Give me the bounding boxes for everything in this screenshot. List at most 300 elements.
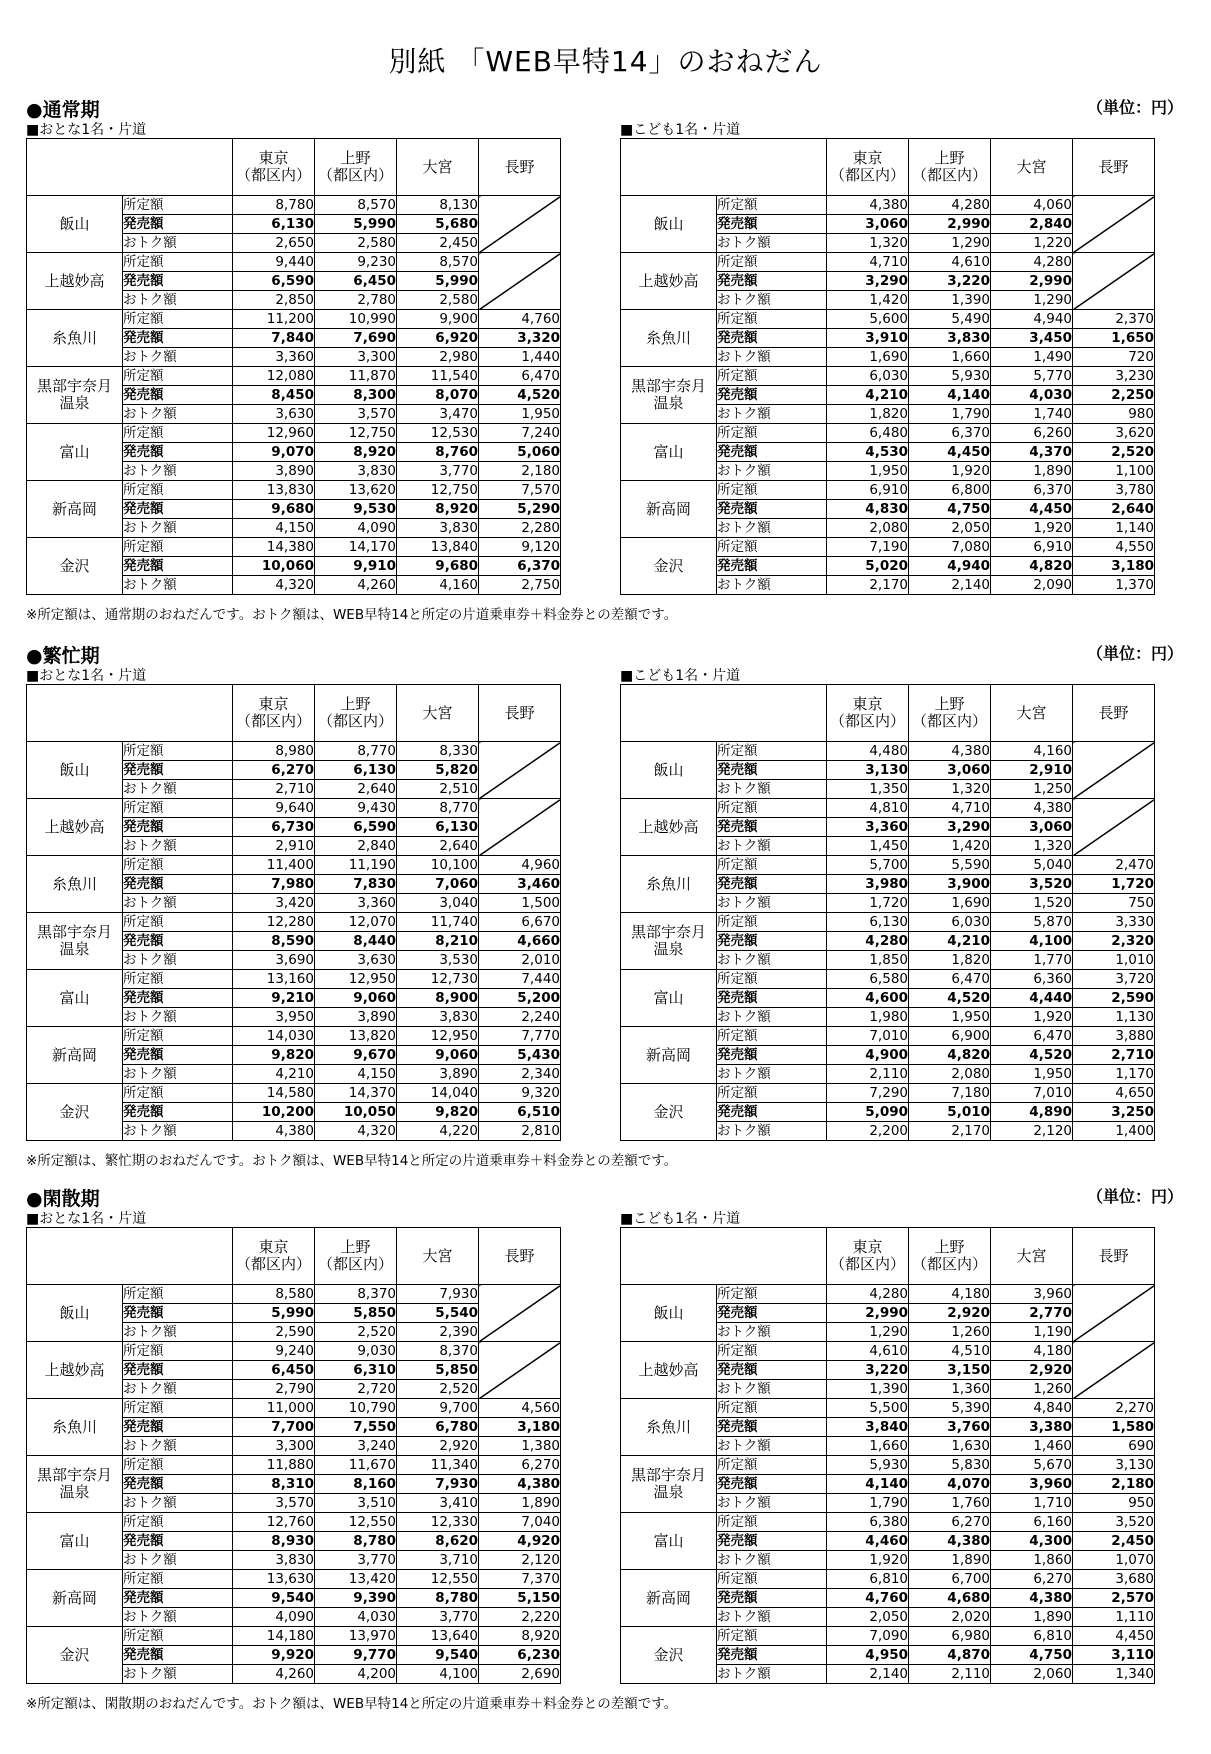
fare-cell: 1,320 bbox=[827, 234, 909, 253]
fare-cell: 1,720 bbox=[1073, 875, 1155, 894]
fare-cell: 9,900 bbox=[397, 310, 479, 329]
fare-cell: 8,900 bbox=[397, 989, 479, 1008]
fare-cell: 1,630 bbox=[909, 1437, 991, 1456]
fare-cell: 5,680 bbox=[397, 215, 479, 234]
fare-cell: 4,450 bbox=[1073, 1627, 1155, 1646]
fare-cell: 7,040 bbox=[479, 1513, 561, 1532]
fare-cell: 4,220 bbox=[397, 1122, 479, 1141]
row-label: 発売額 bbox=[717, 818, 827, 837]
fare-cell: 5,700 bbox=[827, 856, 909, 875]
not-applicable-cell bbox=[1073, 1285, 1155, 1342]
fare-cell: 4,380 bbox=[909, 1532, 991, 1551]
unit-label: （単位：円） bbox=[1086, 644, 1183, 663]
fare-cell: 4,940 bbox=[909, 557, 991, 576]
fare-cell: 4,060 bbox=[991, 196, 1073, 215]
child-subheading: ■こども1名・片道 bbox=[620, 122, 741, 138]
fare-cell: 3,300 bbox=[233, 1437, 315, 1456]
fare-cell: 4,710 bbox=[827, 253, 909, 272]
row-label: おトク額 bbox=[123, 1323, 233, 1342]
fare-cell: 6,360 bbox=[991, 970, 1073, 989]
fare-cell: 4,260 bbox=[315, 576, 397, 595]
fare-cell: 5,150 bbox=[479, 1589, 561, 1608]
fare-cell: 1,890 bbox=[909, 1551, 991, 1570]
station-name: 飯山 bbox=[621, 742, 717, 799]
fare-cell: 6,980 bbox=[909, 1627, 991, 1646]
fare-cell: 3,770 bbox=[315, 1551, 397, 1570]
fare-cell: 4,070 bbox=[909, 1475, 991, 1494]
fare-cell: 3,290 bbox=[827, 272, 909, 291]
table-row bbox=[27, 1456, 561, 1475]
table-row bbox=[621, 1570, 1155, 1589]
fare-cell: 5,600 bbox=[827, 310, 909, 329]
table-header-row bbox=[621, 139, 1155, 196]
fare-cell: 6,580 bbox=[827, 970, 909, 989]
fare-cell: 5,200 bbox=[479, 989, 561, 1008]
row-label: 所定額 bbox=[717, 1456, 827, 1475]
row-label: 発売額 bbox=[717, 1046, 827, 1065]
season-section bbox=[0, 95, 1211, 635]
row-label: おトク額 bbox=[123, 462, 233, 481]
fare-cell: 5,870 bbox=[991, 913, 1073, 932]
not-applicable-cell bbox=[1073, 742, 1155, 799]
row-label: おトク額 bbox=[717, 1065, 827, 1084]
row-label: 発売額 bbox=[717, 1418, 827, 1437]
column-header: 上野 （都区内） bbox=[315, 685, 397, 742]
fare-cell: 10,050 bbox=[315, 1103, 397, 1122]
fare-cell: 14,380 bbox=[233, 538, 315, 557]
fare-cell: 5,390 bbox=[909, 1399, 991, 1418]
fare-cell: 4,380 bbox=[991, 1589, 1073, 1608]
row-label: 所定額 bbox=[717, 856, 827, 875]
fare-cell: 9,060 bbox=[397, 1046, 479, 1065]
fare-cell: 3,880 bbox=[1073, 1027, 1155, 1046]
station-name: 金沢 bbox=[27, 538, 123, 595]
fare-cell: 2,640 bbox=[315, 780, 397, 799]
fare-cell: 1,290 bbox=[991, 291, 1073, 310]
fare-cell: 3,360 bbox=[315, 894, 397, 913]
table-row bbox=[621, 1513, 1155, 1532]
fare-cell: 1,740 bbox=[991, 405, 1073, 424]
fare-cell: 14,180 bbox=[233, 1627, 315, 1646]
fare-cell: 2,750 bbox=[479, 576, 561, 595]
column-header: 上野 （都区内） bbox=[315, 1228, 397, 1285]
fare-cell: 3,830 bbox=[397, 1008, 479, 1027]
table-row bbox=[621, 1627, 1155, 1646]
row-label: おトク額 bbox=[717, 1008, 827, 1027]
fare-cell: 7,770 bbox=[479, 1027, 561, 1046]
fare-cell: 2,580 bbox=[397, 291, 479, 310]
fare-cell: 8,330 bbox=[397, 742, 479, 761]
fare-cell: 1,420 bbox=[827, 291, 909, 310]
fare-cell: 1,100 bbox=[1073, 462, 1155, 481]
fare-cell: 3,510 bbox=[315, 1494, 397, 1513]
fare-cell: 4,830 bbox=[827, 500, 909, 519]
fare-cell: 4,380 bbox=[233, 1122, 315, 1141]
fare-cell: 1,320 bbox=[909, 780, 991, 799]
fare-cell: 8,070 bbox=[397, 386, 479, 405]
fare-cell: 9,120 bbox=[479, 538, 561, 557]
fare-cell: 1,690 bbox=[827, 348, 909, 367]
not-applicable-cell bbox=[479, 1342, 561, 1399]
column-header: 東京 （都区内） bbox=[827, 1228, 909, 1285]
row-label: 発売額 bbox=[123, 761, 233, 780]
fare-cell: 1,340 bbox=[1073, 1665, 1155, 1684]
fare-cell: 2,980 bbox=[397, 348, 479, 367]
fare-cell: 2,690 bbox=[479, 1665, 561, 1684]
fare-cell: 12,280 bbox=[233, 913, 315, 932]
table-row bbox=[621, 856, 1155, 875]
fare-cell: 1,400 bbox=[1073, 1122, 1155, 1141]
row-label: おトク額 bbox=[717, 1551, 827, 1570]
table-row bbox=[621, 1399, 1155, 1418]
fare-cell: 4,280 bbox=[991, 253, 1073, 272]
child-subheading: ■こども1名・片道 bbox=[620, 1211, 741, 1227]
row-label: 所定額 bbox=[717, 1399, 827, 1418]
fare-cell: 13,420 bbox=[315, 1570, 397, 1589]
fare-cell: 13,840 bbox=[397, 538, 479, 557]
fare-cell: 2,640 bbox=[397, 837, 479, 856]
fare-cell: 7,060 bbox=[397, 875, 479, 894]
table-row bbox=[621, 913, 1155, 932]
station-name: 新高岡 bbox=[621, 1570, 717, 1627]
row-label: 所定額 bbox=[123, 1285, 233, 1304]
fare-cell: 5,500 bbox=[827, 1399, 909, 1418]
fare-cell: 8,440 bbox=[315, 932, 397, 951]
column-header: 東京 （都区内） bbox=[233, 139, 315, 196]
table-row bbox=[621, 1027, 1155, 1046]
fare-cell: 4,210 bbox=[233, 1065, 315, 1084]
fare-cell: 3,620 bbox=[1073, 424, 1155, 443]
child-subheading: ■こども1名・片道 bbox=[620, 668, 741, 684]
fare-cell: 4,380 bbox=[827, 196, 909, 215]
section-note: ※所定額は、通常期のおねだんです。おトク額は、WEB早特14と所定の片道乗車券＋料金券との差額です。 bbox=[26, 607, 678, 623]
row-label: おトク額 bbox=[123, 519, 233, 538]
fare-cell: 1,820 bbox=[909, 951, 991, 970]
fare-cell: 4,090 bbox=[233, 1608, 315, 1627]
fare-cell: 2,170 bbox=[827, 576, 909, 595]
station-name: 上越妙高 bbox=[27, 1342, 123, 1399]
header-blank-cell bbox=[621, 1228, 827, 1285]
fare-cell: 2,780 bbox=[315, 291, 397, 310]
table-row bbox=[27, 196, 561, 215]
fare-cell: 2,080 bbox=[909, 1065, 991, 1084]
row-label: おトク額 bbox=[123, 405, 233, 424]
column-header: 東京 （都区内） bbox=[827, 685, 909, 742]
column-header: 大宮 bbox=[397, 139, 479, 196]
fare-cell: 2,520 bbox=[315, 1323, 397, 1342]
fare-cell: 4,160 bbox=[991, 742, 1073, 761]
fare-cell: 3,830 bbox=[397, 519, 479, 538]
fare-cell: 4,180 bbox=[909, 1285, 991, 1304]
fare-cell: 14,170 bbox=[315, 538, 397, 557]
fare-cell: 7,930 bbox=[397, 1475, 479, 1494]
fare-cell: 9,540 bbox=[397, 1646, 479, 1665]
row-label: 所定額 bbox=[123, 856, 233, 875]
fare-cell: 4,820 bbox=[991, 557, 1073, 576]
row-label: 所定額 bbox=[123, 913, 233, 932]
station-name: 富山 bbox=[621, 1513, 717, 1570]
fare-cell: 14,030 bbox=[233, 1027, 315, 1046]
fare-cell: 5,850 bbox=[397, 1361, 479, 1380]
column-header: 東京 （都区内） bbox=[233, 1228, 315, 1285]
row-label: おトク額 bbox=[717, 348, 827, 367]
unit-label: （単位：円） bbox=[1086, 98, 1183, 117]
fare-cell: 3,830 bbox=[909, 329, 991, 348]
row-label: 発売額 bbox=[123, 1361, 233, 1380]
fare-cell: 12,550 bbox=[397, 1570, 479, 1589]
fare-cell: 6,700 bbox=[909, 1570, 991, 1589]
fare-cell: 3,770 bbox=[397, 1608, 479, 1627]
section-note: ※所定額は、閑散期のおねだんです。おトク額は、WEB早特14と所定の片道乗車券＋料金券との差額です。 bbox=[26, 1696, 678, 1712]
fare-cell: 12,950 bbox=[315, 970, 397, 989]
fare-cell: 11,540 bbox=[397, 367, 479, 386]
fare-cell: 13,630 bbox=[233, 1570, 315, 1589]
row-label: 所定額 bbox=[123, 1399, 233, 1418]
fare-cell: 3,680 bbox=[1073, 1570, 1155, 1589]
fare-cell: 1,500 bbox=[479, 894, 561, 913]
table-row bbox=[621, 367, 1155, 386]
fare-cell: 7,370 bbox=[479, 1570, 561, 1589]
fare-cell: 2,990 bbox=[827, 1304, 909, 1323]
fare-cell: 1,380 bbox=[479, 1437, 561, 1456]
fare-cell: 1,260 bbox=[991, 1380, 1073, 1399]
fare-cell: 2,280 bbox=[479, 519, 561, 538]
fare-cell: 5,830 bbox=[909, 1456, 991, 1475]
row-label: おトク額 bbox=[717, 1437, 827, 1456]
row-label: 発売額 bbox=[717, 272, 827, 291]
fare-cell: 11,880 bbox=[233, 1456, 315, 1475]
fare-cell: 6,450 bbox=[315, 272, 397, 291]
row-label: おトク額 bbox=[123, 1494, 233, 1513]
fare-cell: 3,900 bbox=[909, 875, 991, 894]
not-applicable-cell bbox=[479, 1285, 561, 1342]
fare-cell: 4,320 bbox=[315, 1122, 397, 1141]
table-row bbox=[621, 481, 1155, 500]
fare-cell: 3,690 bbox=[233, 951, 315, 970]
fare-cell: 13,830 bbox=[233, 481, 315, 500]
row-label: 所定額 bbox=[123, 367, 233, 386]
fare-cell: 5,930 bbox=[909, 367, 991, 386]
fare-cell: 2,180 bbox=[479, 462, 561, 481]
row-label: 発売額 bbox=[123, 1532, 233, 1551]
fare-cell: 6,590 bbox=[315, 818, 397, 837]
fare-cell: 1,490 bbox=[991, 348, 1073, 367]
fare-cell: 2,650 bbox=[233, 234, 315, 253]
fare-cell: 4,760 bbox=[479, 310, 561, 329]
fare-cell: 8,920 bbox=[315, 443, 397, 462]
row-label: 所定額 bbox=[717, 481, 827, 500]
table-header-row bbox=[27, 139, 561, 196]
fare-cell: 4,530 bbox=[827, 443, 909, 462]
station-name: 富山 bbox=[621, 424, 717, 481]
station-name: 飯山 bbox=[27, 1285, 123, 1342]
fare-cell: 10,990 bbox=[315, 310, 397, 329]
row-label: 所定額 bbox=[123, 310, 233, 329]
station-name: 糸魚川 bbox=[621, 856, 717, 913]
fare-cell: 11,200 bbox=[233, 310, 315, 329]
fare-cell: 1,890 bbox=[479, 1494, 561, 1513]
fare-cell: 4,150 bbox=[233, 519, 315, 538]
fare-cell: 7,550 bbox=[315, 1418, 397, 1437]
row-label: 所定額 bbox=[123, 538, 233, 557]
fare-cell: 4,600 bbox=[827, 989, 909, 1008]
row-label: おトク額 bbox=[717, 1380, 827, 1399]
fare-cell: 9,680 bbox=[397, 557, 479, 576]
station-name: 上越妙高 bbox=[27, 253, 123, 310]
fare-cell: 9,640 bbox=[233, 799, 315, 818]
adult-fare-table bbox=[26, 684, 561, 1141]
fare-cell: 8,980 bbox=[233, 742, 315, 761]
column-header: 上野 （都区内） bbox=[909, 685, 991, 742]
fare-cell: 4,140 bbox=[909, 386, 991, 405]
row-label: 発売額 bbox=[123, 1475, 233, 1494]
row-label: おトク額 bbox=[123, 1437, 233, 1456]
fare-cell: 1,190 bbox=[991, 1323, 1073, 1342]
fare-cell: 9,540 bbox=[233, 1589, 315, 1608]
row-label: 所定額 bbox=[123, 1027, 233, 1046]
fare-cell: 10,790 bbox=[315, 1399, 397, 1418]
table-row bbox=[621, 253, 1155, 272]
column-header: 大宮 bbox=[991, 685, 1073, 742]
fare-cell: 4,030 bbox=[315, 1608, 397, 1627]
fare-cell: 5,590 bbox=[909, 856, 991, 875]
fare-cell: 3,630 bbox=[233, 405, 315, 424]
fare-cell: 5,990 bbox=[233, 1304, 315, 1323]
fare-cell: 2,570 bbox=[1073, 1589, 1155, 1608]
fare-cell: 9,320 bbox=[479, 1084, 561, 1103]
not-applicable-cell bbox=[479, 799, 561, 856]
fare-cell: 4,920 bbox=[479, 1532, 561, 1551]
fare-cell: 2,510 bbox=[397, 780, 479, 799]
fare-cell: 8,300 bbox=[315, 386, 397, 405]
table-row bbox=[27, 310, 561, 329]
fare-cell: 4,610 bbox=[909, 253, 991, 272]
table-row bbox=[621, 742, 1155, 761]
row-label: 発売額 bbox=[717, 932, 827, 951]
row-label: おトク額 bbox=[717, 837, 827, 856]
fare-cell: 4,160 bbox=[397, 576, 479, 595]
fare-cell: 6,230 bbox=[479, 1646, 561, 1665]
table-row bbox=[27, 799, 561, 818]
fare-cell: 12,080 bbox=[233, 367, 315, 386]
row-label: 所定額 bbox=[717, 913, 827, 932]
fare-cell: 3,710 bbox=[397, 1551, 479, 1570]
fare-cell: 2,850 bbox=[233, 291, 315, 310]
fare-cell: 3,360 bbox=[233, 348, 315, 367]
fare-cell: 5,090 bbox=[827, 1103, 909, 1122]
fare-cell: 1,250 bbox=[991, 780, 1073, 799]
fare-cell: 5,540 bbox=[397, 1304, 479, 1323]
fare-cell: 5,820 bbox=[397, 761, 479, 780]
table-row bbox=[621, 310, 1155, 329]
table-header-row bbox=[27, 685, 561, 742]
fare-cell: 4,150 bbox=[315, 1065, 397, 1084]
row-label: 発売額 bbox=[717, 1304, 827, 1323]
fare-cell: 3,770 bbox=[397, 462, 479, 481]
fare-cell: 6,470 bbox=[991, 1027, 1073, 1046]
fare-cell: 11,000 bbox=[233, 1399, 315, 1418]
table-header-row bbox=[27, 1228, 561, 1285]
fare-cell: 4,090 bbox=[315, 519, 397, 538]
fare-cell: 1,450 bbox=[827, 837, 909, 856]
fare-cell: 6,130 bbox=[315, 761, 397, 780]
row-label: 所定額 bbox=[123, 1456, 233, 1475]
fare-cell: 6,030 bbox=[909, 913, 991, 932]
fare-cell: 2,810 bbox=[479, 1122, 561, 1141]
fare-cell: 2,990 bbox=[909, 215, 991, 234]
season-section bbox=[0, 1184, 1211, 1724]
fare-cell: 9,390 bbox=[315, 1589, 397, 1608]
column-header: 上野 （都区内） bbox=[315, 139, 397, 196]
fare-cell: 4,210 bbox=[909, 932, 991, 951]
fare-cell: 4,300 bbox=[991, 1532, 1073, 1551]
table-row bbox=[27, 1342, 561, 1361]
table-header-row bbox=[621, 685, 1155, 742]
fare-cell: 7,980 bbox=[233, 875, 315, 894]
fare-cell: 3,300 bbox=[315, 348, 397, 367]
fare-cell: 2,840 bbox=[315, 837, 397, 856]
row-label: 発売額 bbox=[123, 272, 233, 291]
row-label: 発売額 bbox=[717, 1532, 827, 1551]
fare-cell: 13,640 bbox=[397, 1627, 479, 1646]
fare-cell: 2,450 bbox=[1073, 1532, 1155, 1551]
row-label: 所定額 bbox=[717, 970, 827, 989]
row-label: 発売額 bbox=[717, 875, 827, 894]
fare-cell: 13,970 bbox=[315, 1627, 397, 1646]
fare-cell: 3,060 bbox=[991, 818, 1073, 837]
column-header: 長野 bbox=[479, 139, 561, 196]
fare-cell: 1,220 bbox=[991, 234, 1073, 253]
fare-cell: 9,680 bbox=[233, 500, 315, 519]
fare-cell: 4,520 bbox=[479, 386, 561, 405]
fare-cell: 4,440 bbox=[991, 989, 1073, 1008]
not-applicable-cell bbox=[1073, 1342, 1155, 1399]
fare-cell: 6,160 bbox=[991, 1513, 1073, 1532]
fare-cell: 2,520 bbox=[397, 1380, 479, 1399]
fare-cell: 3,180 bbox=[1073, 557, 1155, 576]
fare-cell: 3,130 bbox=[1073, 1456, 1155, 1475]
fare-cell: 4,940 bbox=[991, 310, 1073, 329]
fare-cell: 4,280 bbox=[827, 1285, 909, 1304]
row-label: おトク額 bbox=[717, 1665, 827, 1684]
fare-cell: 1,460 bbox=[991, 1437, 1073, 1456]
column-header: 長野 bbox=[1073, 1228, 1155, 1285]
fare-cell: 9,060 bbox=[315, 989, 397, 1008]
fare-cell: 9,820 bbox=[233, 1046, 315, 1065]
fare-cell: 12,960 bbox=[233, 424, 315, 443]
fare-cell: 2,180 bbox=[1073, 1475, 1155, 1494]
fare-cell: 1,890 bbox=[991, 462, 1073, 481]
fare-cell: 2,920 bbox=[991, 1361, 1073, 1380]
fare-cell: 6,260 bbox=[991, 424, 1073, 443]
header-blank-cell bbox=[621, 139, 827, 196]
table-row bbox=[621, 196, 1155, 215]
fare-cell: 1,920 bbox=[909, 462, 991, 481]
station-name: 新高岡 bbox=[27, 1570, 123, 1627]
table-row bbox=[27, 538, 561, 557]
fare-cell: 8,580 bbox=[233, 1285, 315, 1304]
fare-cell: 2,390 bbox=[397, 1323, 479, 1342]
fare-cell: 8,160 bbox=[315, 1475, 397, 1494]
fare-cell: 6,270 bbox=[909, 1513, 991, 1532]
station-name: 新高岡 bbox=[27, 1027, 123, 1084]
station-name: 富山 bbox=[27, 424, 123, 481]
row-label: おトク額 bbox=[123, 576, 233, 595]
header-blank-cell bbox=[27, 139, 233, 196]
document-title: 別紙 「WEB早特14」のおねだん bbox=[388, 45, 823, 78]
fare-cell: 4,750 bbox=[991, 1646, 1073, 1665]
fare-cell: 1,360 bbox=[909, 1380, 991, 1399]
